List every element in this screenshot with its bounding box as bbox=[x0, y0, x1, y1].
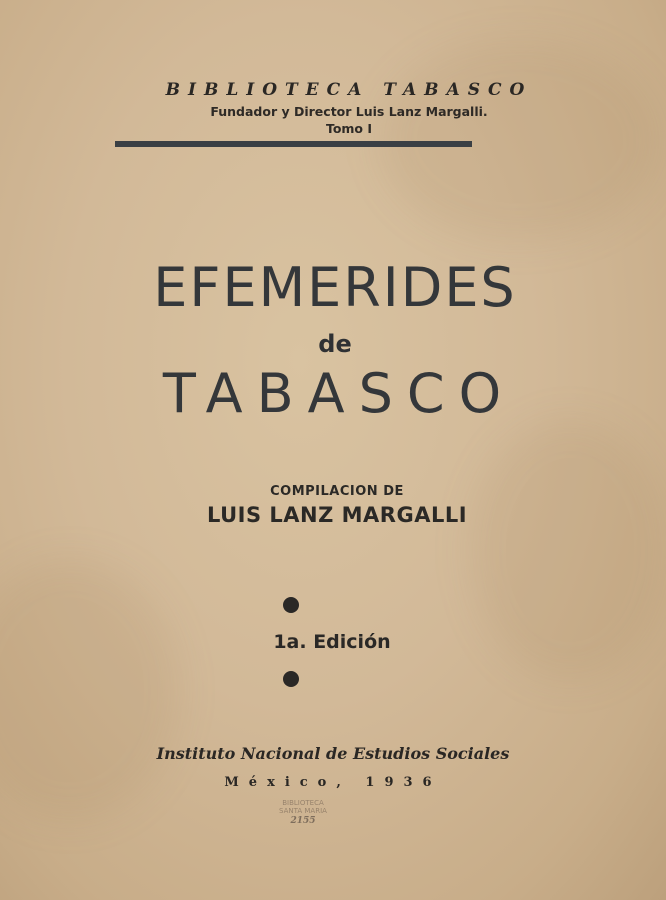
edition-label: 1a. Edición bbox=[273, 631, 391, 653]
author-name: LUIS LANZ MARGALLI bbox=[206, 503, 468, 527]
svg-text:BIBLIOTECA: BIBLIOTECA bbox=[282, 799, 324, 807]
volume-number: Tomo I bbox=[325, 121, 373, 136]
svg-text:2155: 2155 bbox=[290, 816, 316, 826]
title-line-3: TABASCO bbox=[162, 362, 516, 425]
series-subtitle: Fundador y Director Luis Lanz Margalli. bbox=[210, 104, 488, 119]
bullet-ornament-top bbox=[283, 597, 299, 613]
bullet-ornament-bottom bbox=[283, 671, 299, 687]
place-and-year: México, 1936 bbox=[224, 775, 442, 790]
title-line-2: de bbox=[318, 330, 352, 358]
series-title: BIBLIOTECA TABASCO bbox=[165, 80, 533, 100]
header-rule bbox=[115, 141, 472, 147]
title-line-1: EFEMERIDES bbox=[153, 256, 517, 319]
svg-text:SANTA MARIA: SANTA MARIA bbox=[279, 807, 327, 815]
paper-stain bbox=[380, 40, 660, 240]
compilation-label: COMPILACION DE bbox=[270, 484, 404, 499]
library-stamp bbox=[268, 797, 338, 827]
publisher-name: Instituto Nacional de Estudios Sociales bbox=[156, 744, 510, 763]
